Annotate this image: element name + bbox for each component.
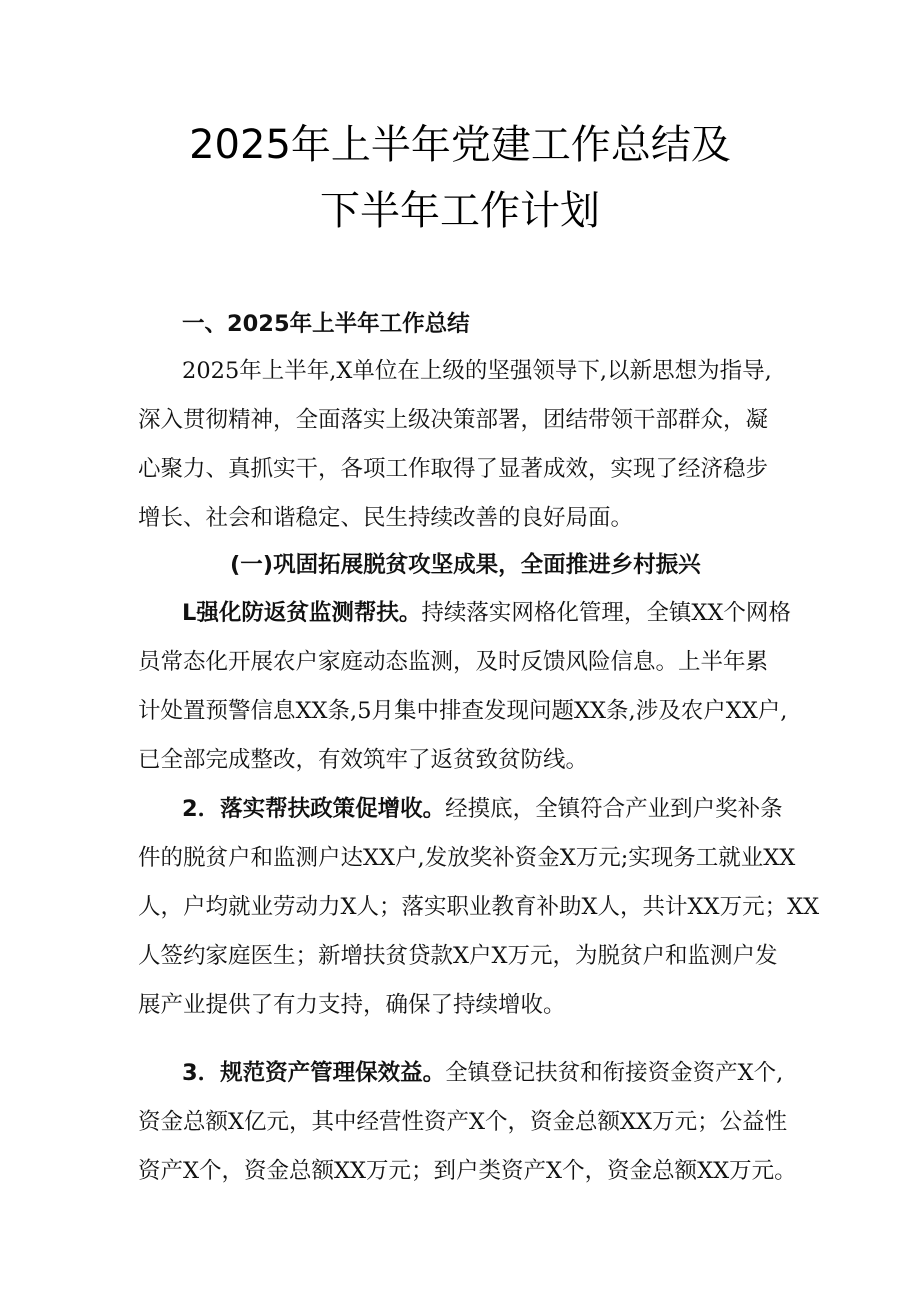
intro-line-2: 深入贯彻精神，全面落实上级决策部署，团结带领干部群众，凝	[138, 407, 769, 433]
section-heading: 一、2025年上半年工作总结	[182, 311, 470, 337]
intro-line-3: 心聚力、真抓实干，各项工作取得了显著成效，实现了经济稳步	[138, 456, 769, 482]
document-title-line-1: 2025年上半年党建工作总结及	[189, 122, 731, 168]
intro-line-1: 2025年上半年,X单位在上级的坚强领导下,以新思想为指导,	[182, 358, 772, 384]
item2-line-1-rest: 经摸底，全镇符合产业到户奖补条	[445, 796, 783, 822]
item1-line-1	[182, 598, 842, 628]
item2-lead: 2．落实帮扶政策促增收。	[182, 796, 446, 822]
item3-line-1-rest: 全镇登记扶贫和衔接资金资产X个,	[445, 1060, 784, 1086]
item2-line-2: 件的脱贫户和监测户达XX户,发放奖补资金X万元;实现务工就业XX	[138, 845, 796, 871]
item1-line-3: 计处置预警信息XX条,5月集中排查发现问题XX条,涉及农户XX户,	[138, 698, 788, 724]
item2-line-5: 展产业提供了有力支持，确保了持续增收。	[138, 992, 566, 1018]
item2-line-4: 人签约家庭医生；新增扶贫贷款X户X万元，为脱贫户和监测户发	[138, 943, 778, 969]
item3-line-2: 资金总额X亿元，其中经营性资产X个，资金总额XX万元；公益性	[138, 1109, 788, 1135]
subsection-heading: (一)巩固拓展脱贫攻坚成果，全面推进乡村振兴	[230, 552, 701, 578]
document-title-line-2: 下半年工作计划	[320, 188, 600, 234]
item3-line-1	[182, 1058, 842, 1088]
item1-line-4: 已全部完成整改，有效筑牢了返贫致贫防线。	[138, 747, 589, 773]
item1-line-1-rest: 持续落实网格化管理，全镇XX个网格	[421, 600, 791, 626]
item2-line-1	[182, 794, 842, 824]
intro-line-4: 增长、社会和谐稳定、民生持续改善的良好局面。	[138, 505, 634, 531]
item1-line-2: 员常态化开展农户家庭动态监测，及时反馈风险信息。上半年累	[138, 649, 769, 675]
item1-lead: L强化防返贫监测帮扶。	[182, 600, 422, 626]
item3-lead: 3．规范资产管理保效益。	[182, 1060, 446, 1086]
item2-line-3: 人，户均就业劳动力X人；落实职业教育补助X人，共计XX万元；XX	[138, 894, 820, 920]
item3-line-3: 资产X个，资金总额XX万元；到户类资产X个，资金总额XX万元。	[138, 1158, 797, 1184]
